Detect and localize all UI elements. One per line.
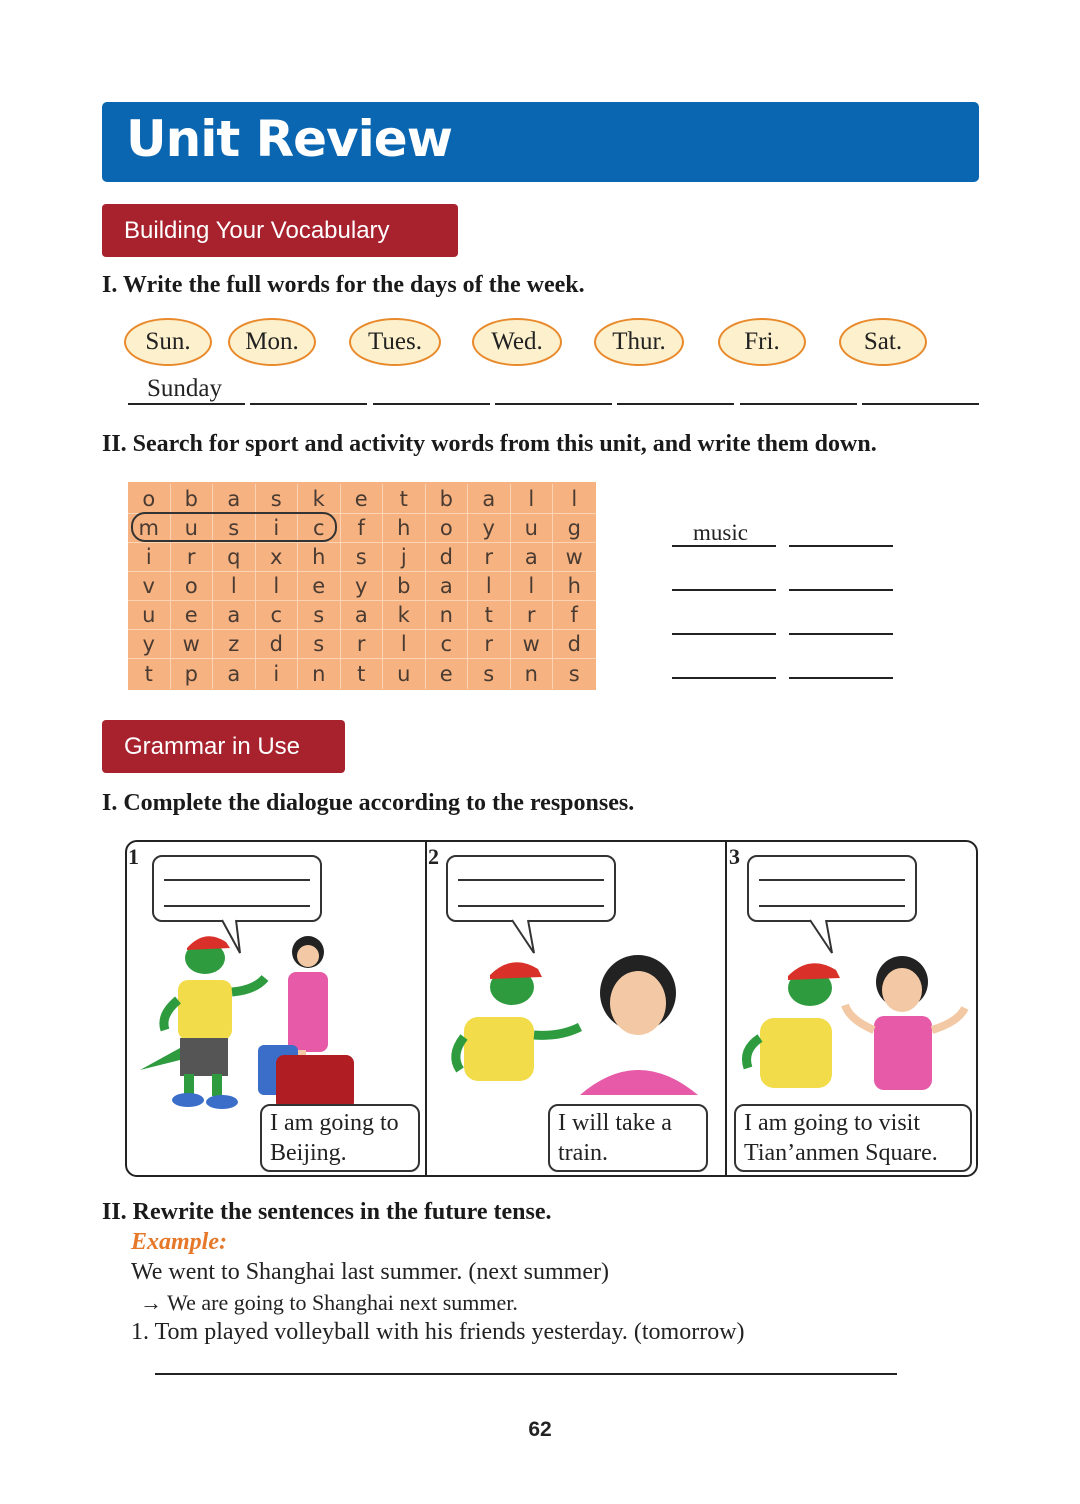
grid-cell: m: [128, 513, 171, 543]
blue-shoe: [206, 1095, 238, 1109]
vocab-q2-heading: II. Search for sport and activity words from this unit, and write them down.: [102, 431, 877, 457]
grid-cell: c: [256, 600, 299, 630]
grid-cell: u: [383, 659, 426, 689]
example-label: Example:: [131, 1229, 227, 1255]
grid-cell: l: [468, 571, 511, 601]
word-answer-line-3[interactable]: [672, 589, 776, 591]
grid-cell: k: [298, 484, 341, 514]
grid-cell: a: [341, 600, 384, 630]
grid-cell: r: [341, 629, 384, 659]
bubble-answer-line[interactable]: [458, 879, 604, 881]
grid-cell: l: [511, 571, 554, 601]
day-answer-1: Sunday: [147, 375, 222, 402]
grid-cell: c: [426, 629, 469, 659]
grid-cell: e: [341, 484, 384, 514]
bubble-answer-line[interactable]: [164, 879, 310, 881]
panel-number-1: 1: [128, 844, 139, 869]
grid-cell: c: [298, 513, 341, 543]
grid-row: [128, 571, 596, 601]
grid-cell: a: [468, 484, 511, 514]
grid-cell: u: [511, 513, 554, 543]
bubble-answer-line[interactable]: [164, 905, 310, 907]
grid-cell: t: [341, 659, 384, 689]
grid-cell: r: [468, 542, 511, 572]
grid-row: [128, 600, 596, 630]
word-answer-line-8[interactable]: [789, 677, 893, 679]
grid-row: [128, 629, 596, 659]
bubble-answer-line[interactable]: [458, 905, 604, 907]
grid-cell: e: [171, 600, 214, 630]
grid-cell: b: [383, 571, 426, 601]
page-number: 62: [528, 1418, 552, 1441]
bubble-tail: [808, 919, 836, 955]
grid-cell: w: [171, 629, 214, 659]
unit-banner: [102, 102, 979, 182]
day-answer-line-7[interactable]: [862, 403, 979, 405]
bubble-answer-line[interactable]: [759, 879, 905, 881]
grid-cell: r: [171, 542, 214, 572]
grid-cell: y: [128, 629, 171, 659]
day-answer-line-2[interactable]: [250, 403, 367, 405]
word-answer-line-7[interactable]: [672, 677, 776, 679]
grid-cell: r: [468, 629, 511, 659]
grid-cell: s: [213, 513, 256, 543]
section-tag-grammar: Grammar in Use: [102, 720, 345, 773]
grid-cell: y: [468, 513, 511, 543]
grid-cell: r: [511, 600, 554, 630]
grid-cell: i: [256, 513, 299, 543]
grid-cell: h: [567, 574, 581, 598]
grid-cell: l: [383, 629, 426, 659]
red-suitcase: [276, 1055, 354, 1110]
speech-bubble-2[interactable]: [446, 855, 616, 922]
grid-cell: d: [567, 632, 581, 656]
grid-cell: s: [256, 484, 299, 514]
grid-cell: w: [511, 629, 554, 659]
grid-cell: t: [128, 659, 171, 689]
word-answer-line-4[interactable]: [789, 589, 893, 591]
grid-cell: o: [128, 484, 171, 514]
day-oval-mon: Mon.: [228, 318, 316, 366]
panel-divider: [425, 840, 427, 1177]
day-answer-line-4[interactable]: [495, 403, 612, 405]
day-oval-tues: Tues.: [349, 318, 441, 366]
caption-text: Tian’anmen Square.: [744, 1140, 938, 1166]
grid-cell: o: [171, 571, 214, 601]
grid-cell: d: [256, 629, 299, 659]
day-answer-line-6[interactable]: [740, 403, 857, 405]
day-oval-thur: Thur.: [594, 318, 684, 366]
grid-cell: h: [298, 542, 341, 572]
grid-cell: e: [298, 571, 341, 601]
vocab-q1-heading: I. Write the full words for the days of the week.: [102, 272, 585, 298]
word-answer-line-1[interactable]: [672, 545, 776, 547]
day-oval-sun: Sun.: [124, 318, 212, 366]
grid-cell: t: [383, 484, 426, 514]
caption-text: I am going to visit: [744, 1110, 920, 1136]
grid-row: [128, 659, 596, 689]
grid-cell: h: [383, 513, 426, 543]
day-oval-sat: Sat.: [839, 318, 927, 366]
grid-cell: j: [383, 542, 426, 572]
example-answer: → We are going to Shanghai next summer.: [140, 1290, 518, 1315]
panel-divider: [725, 840, 727, 1177]
grid-cell: s: [468, 659, 511, 689]
grid-cell: s: [298, 629, 341, 659]
grid-cell: a: [213, 659, 256, 689]
grid-cell: l: [213, 571, 256, 601]
response-caption-3: [734, 1104, 972, 1172]
caption-text: train.: [558, 1140, 608, 1166]
grid-cell: b: [171, 484, 214, 514]
grid-cell: z: [213, 629, 256, 659]
word-answer-line-6[interactable]: [789, 633, 893, 635]
caption-text: Beijing.: [270, 1140, 347, 1166]
speech-bubble-1[interactable]: [152, 855, 322, 922]
grid-cell: l: [256, 571, 299, 601]
grid-cell: k: [383, 600, 426, 630]
grid-cell: y: [341, 571, 384, 601]
grid-cell: l: [571, 487, 578, 511]
day-oval-wed: Wed.: [472, 318, 562, 366]
grid-cell: q: [213, 542, 256, 572]
day-answer-line-5[interactable]: [617, 403, 734, 405]
grid-cell: o: [426, 513, 469, 543]
word-answer-1: music: [693, 520, 748, 545]
section-tag-vocabulary: Building Your Vocabulary: [102, 204, 458, 257]
grid-cell: s: [568, 662, 580, 686]
day-answer-line-1[interactable]: [128, 403, 245, 405]
grid-cell: i: [128, 542, 171, 572]
response-caption-1: [260, 1104, 420, 1172]
grid-cell: d: [426, 542, 469, 572]
grid-cell: t: [468, 600, 511, 630]
grid-cell: a: [426, 571, 469, 601]
grid-cell: n: [511, 659, 554, 689]
bubble-tail: [220, 919, 244, 955]
grid-cell: w: [565, 545, 583, 569]
grid-cell: s: [298, 600, 341, 630]
grid-cell: n: [298, 659, 341, 689]
grid-cell: b: [426, 484, 469, 514]
caption-text: I am going to: [270, 1110, 399, 1136]
panel-2-illustration: [430, 945, 723, 1095]
dino-tail: [140, 1048, 180, 1070]
grid-row: [128, 484, 596, 514]
example-sentence: We went to Shanghai last summer. (next summer): [131, 1259, 609, 1285]
pink-shirt: [288, 972, 328, 1052]
grid-cell: i: [256, 659, 299, 689]
page-title: Unit Review: [126, 110, 452, 168]
grid-cell: u: [171, 513, 214, 543]
panel-number-2: 2: [428, 844, 439, 869]
day-answer-line-3[interactable]: [373, 403, 490, 405]
exercise-item-1: 1. Tom played volleyball with his friends yesterday. (tomorrow): [131, 1319, 745, 1345]
word-answer-line-5[interactable]: [672, 633, 776, 635]
response-caption-2: [548, 1104, 708, 1172]
speech-bubble-3[interactable]: [747, 855, 917, 922]
grid-cell: u: [128, 600, 171, 630]
grid-cell: p: [171, 659, 214, 689]
caption-text: I will take a: [558, 1110, 672, 1136]
grid-cell: e: [426, 659, 469, 689]
day-oval-fri: Fri.: [718, 318, 806, 366]
grid-cell: a: [213, 600, 256, 630]
bubble-tail: [510, 919, 538, 955]
grid-cell: f: [570, 603, 578, 627]
panel-1-illustration: [130, 920, 425, 1120]
exercise-answer-line-1[interactable]: [155, 1373, 897, 1375]
yellow-shirt: [178, 980, 232, 1040]
grid-cell: l: [511, 484, 554, 514]
grid-cell: a: [511, 542, 554, 572]
panel-number-3: 3: [729, 844, 740, 869]
grammar-q1-heading: I. Complete the dialogue according to the responses.: [102, 790, 635, 816]
word-answer-line-2[interactable]: [789, 545, 893, 547]
grid-cell: x: [256, 542, 299, 572]
gray-shorts: [180, 1038, 228, 1076]
bubble-answer-line[interactable]: [759, 905, 905, 907]
blue-shoe: [172, 1093, 204, 1107]
panel-3-illustration: [730, 950, 975, 1100]
grid-cell: s: [341, 542, 384, 572]
grid-cell: n: [426, 600, 469, 630]
grid-cell: a: [213, 484, 256, 514]
found-word-circle: [131, 512, 337, 542]
grid-cell: g: [567, 516, 581, 540]
grid-cell: v: [128, 571, 171, 601]
grammar-q2-heading: II. Rewrite the sentences in the future tense.: [102, 1199, 552, 1225]
grid-row: [128, 542, 596, 572]
grid-cell: f: [341, 513, 384, 543]
